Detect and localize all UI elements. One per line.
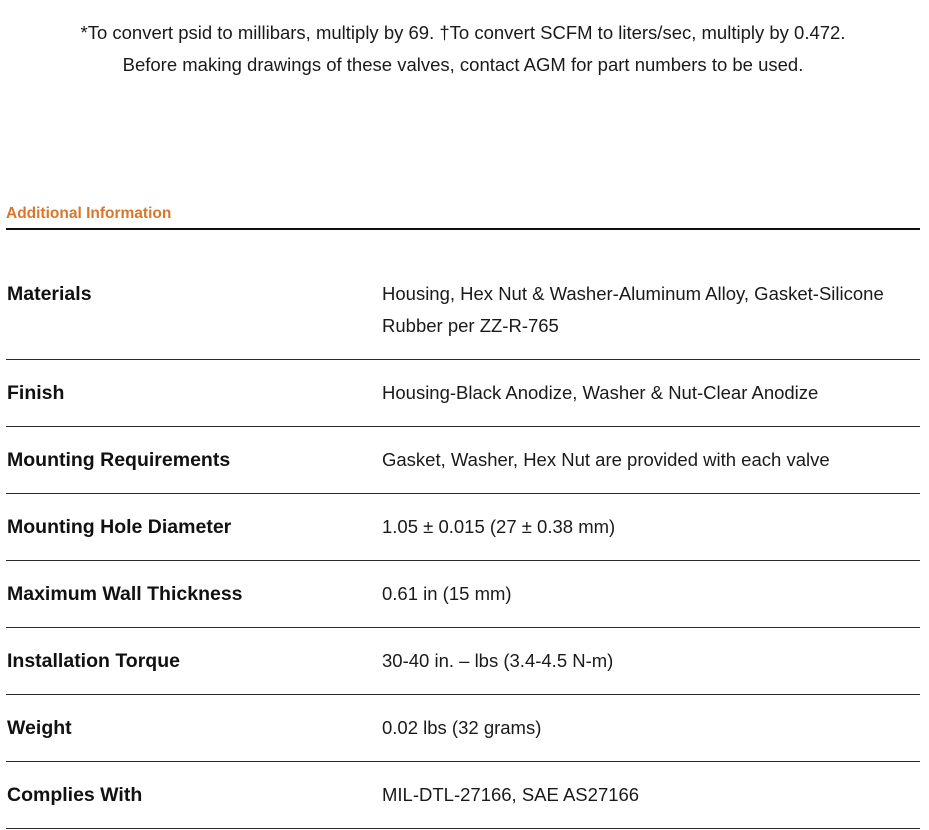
spec-value: 0.61 in (15 mm): [382, 583, 512, 604]
spec-row-complies-with: [6, 762, 920, 829]
conversion-footnote: [0, 17, 926, 81]
section-divider: [6, 228, 920, 230]
spec-row-maximum-wall-thickness: [6, 561, 920, 628]
spec-row-materials: [6, 262, 920, 360]
spec-label: Mounting Requirements: [7, 449, 231, 471]
spec-label: Maximum Wall Thickness: [7, 583, 243, 605]
spec-value: MIL-DTL-27166, SAE AS27166: [382, 784, 640, 805]
spec-value: 1.05 ± 0.015 (27 ± 0.38 mm): [382, 516, 616, 537]
spec-value: 0.02 lbs (32 grams): [382, 717, 542, 738]
spec-label: Mounting Hole Diameter: [7, 516, 232, 538]
spec-value: Gasket, Washer, Hex Nut are provided with each valve: [382, 449, 830, 470]
footnote-line-2: Before making drawings of these valves, contact AGM for part numbers to be used.: [122, 54, 804, 75]
spec-label: Complies With: [7, 784, 143, 806]
spec-row-weight: [6, 695, 920, 762]
spec-row-finish: [6, 360, 920, 427]
spec-value: 30-40 in. – lbs (3.4-4.5 N-m): [382, 650, 614, 671]
spec-value: Housing, Hex Nut & Washer-Aluminum Alloy, Gasket-Silicone Rubber per ZZ-R-765: [382, 283, 884, 336]
spec-label: Finish: [7, 382, 65, 404]
spec-value: Housing-Black Anodize, Washer & Nut-Clear Anodize: [382, 382, 819, 403]
footnote-line-1: *To convert psid to millibars, multiply by 69. †To convert SCFM to liters/sec, multiply by 0.472.: [80, 22, 846, 43]
specifications-table: [6, 262, 920, 829]
spec-row-mounting-requirements: [6, 427, 920, 494]
spec-label: Weight: [7, 717, 72, 739]
spec-row-installation-torque: [6, 628, 920, 695]
spec-label: Installation Torque: [7, 650, 180, 672]
spec-label: Materials: [7, 283, 92, 305]
section-title: Additional Information: [6, 205, 172, 222]
spec-row-mounting-hole-diameter: [6, 494, 920, 561]
